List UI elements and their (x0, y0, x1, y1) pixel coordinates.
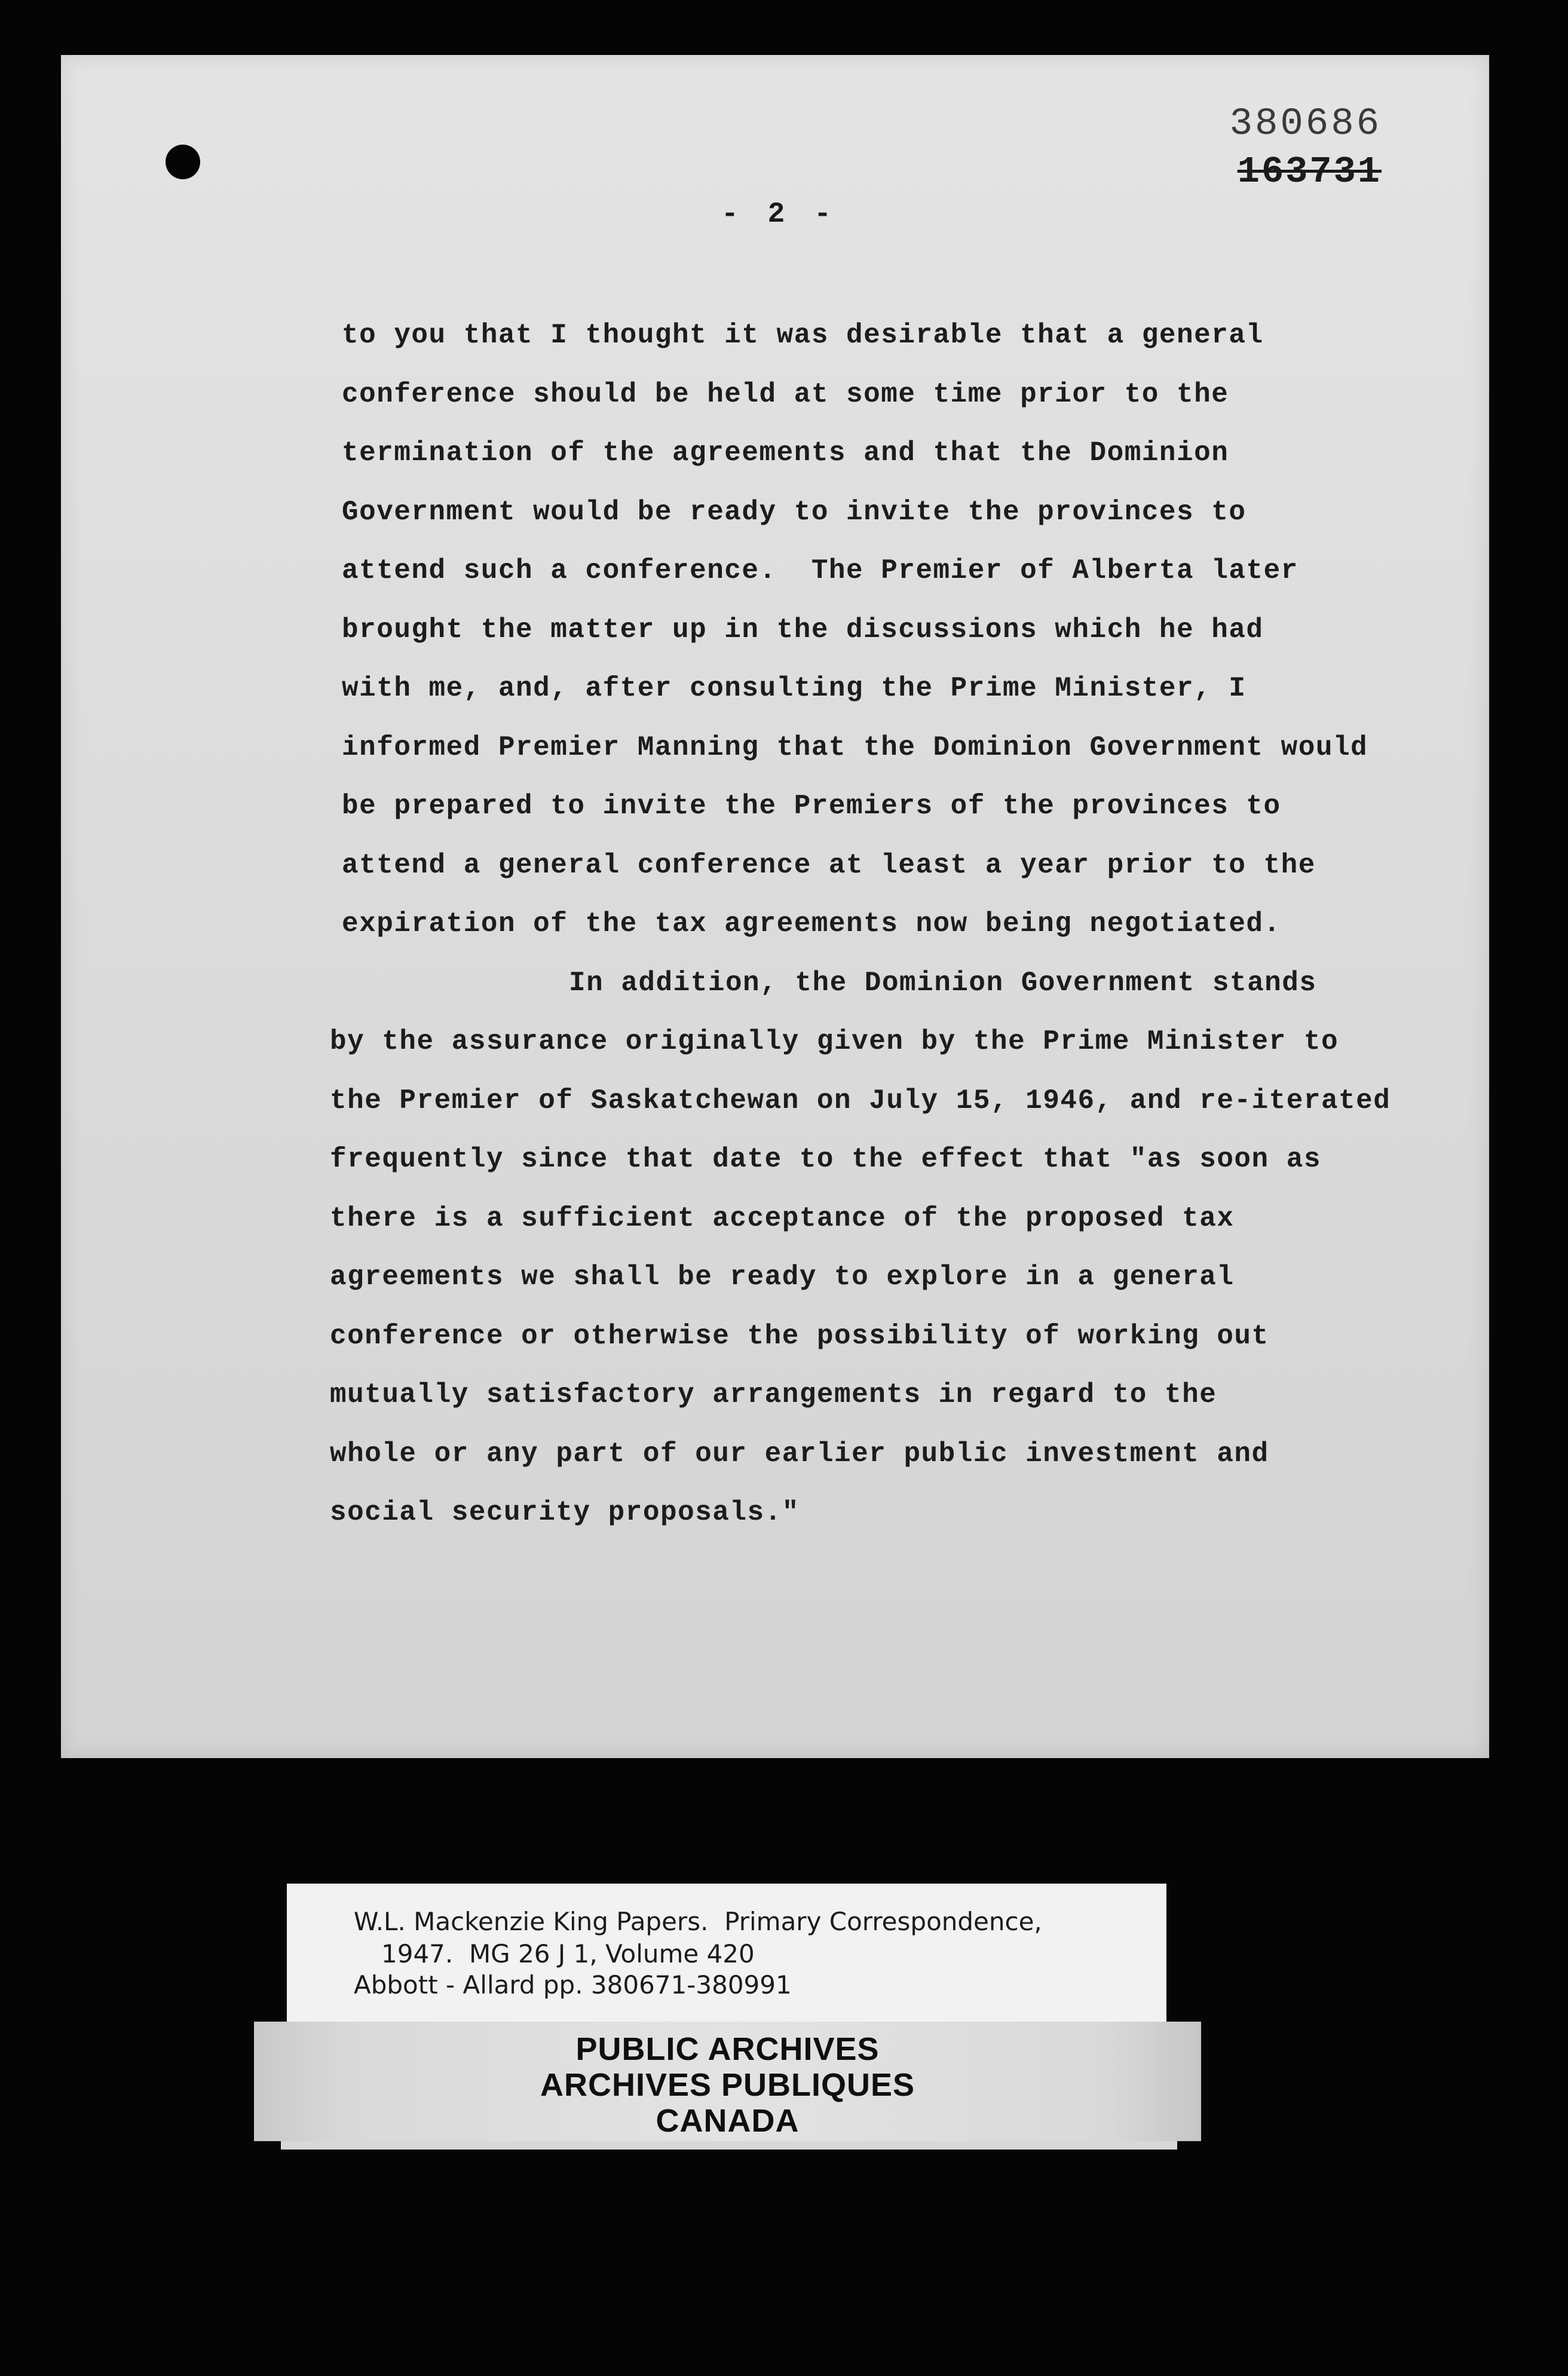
body-line: expiration of the tax agreements now being negotiated. (342, 908, 1281, 939)
body-line: whole or any part of our earlier public investment and (330, 1438, 1269, 1469)
archive-page-number-stamp: 380686 (1229, 103, 1382, 146)
archives-label-french: ARCHIVES PUBLIQUES (540, 2067, 915, 2103)
body-line: brought the matter up in the discussions which he had (342, 614, 1264, 645)
body-line: attend such a conference. The Premier of Alberta later (342, 555, 1298, 586)
body-line: termination of the agreements and that the Dominion (342, 437, 1229, 469)
punch-hole (166, 145, 200, 179)
label-edge-strip (281, 2141, 1177, 2150)
archives-label (254, 2022, 1201, 2141)
document-page (61, 55, 1489, 1758)
citation-line-collection: W.L. Mackenzie King Papers. Primary Correspondence, (354, 1907, 1042, 1936)
body-line: Government would be ready to invite the provinces to (342, 496, 1247, 528)
body-line: be prepared to invite the Premiers of the provinces to (342, 791, 1281, 822)
body-line: attend a general conference at least a year prior to the (342, 849, 1316, 881)
body-line: conference should be held at some time prior to the (342, 378, 1229, 410)
citation-line-pages: Abbott - Allard pp. 380671-380991 (354, 1970, 792, 2000)
archives-label-country: CANADA (656, 2103, 800, 2139)
body-line: informed Premier Manning that the Dominion Government would (342, 731, 1368, 763)
letter-body (330, 306, 1477, 1542)
body-line: frequently since that date to the effect that "as soon as (330, 1144, 1321, 1175)
citation-card (287, 1884, 1166, 2026)
citation-line-volume: 1947. MG 26 J 1, Volume 420 (381, 1939, 755, 1968)
archives-label-english: PUBLIC ARCHIVES (575, 2031, 880, 2067)
body-line: agreements we shall be ready to explore in a general (330, 1262, 1235, 1293)
body-line: by the assurance originally given by the Prime Minister to (330, 1026, 1339, 1057)
body-line: with me, and, after consulting the Prime Minister, I (342, 673, 1247, 704)
body-line: there is a sufficient acceptance of the proposed tax (330, 1202, 1235, 1234)
body-line: the Premier of Saskatchewan on July 15, 1946, and re-iterated (330, 1085, 1391, 1116)
body-line: social security proposals." (330, 1497, 800, 1528)
page-number: - 2 - (721, 198, 838, 231)
body-line: to you that I thought it was desirable that a general (342, 320, 1264, 351)
body-line: mutually satisfactory arrangements in regard to the (330, 1379, 1217, 1410)
struck-out-page-number: 163731 (1237, 151, 1382, 193)
body-paragraph-start: In addition, the Dominion Government stands (569, 967, 1317, 999)
body-line: conference or otherwise the possibility of working out (330, 1320, 1269, 1352)
